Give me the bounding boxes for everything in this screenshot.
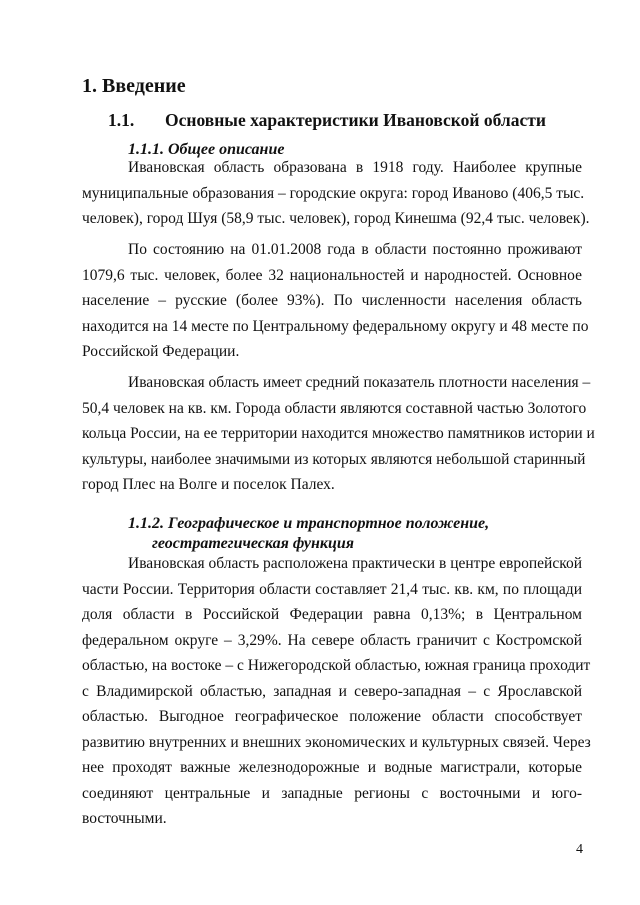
text-line: Ивановская область имеет средний показатель плотности населения –: [128, 374, 591, 391]
text-line: восточными.: [82, 810, 167, 827]
section-number: 1.1.: [108, 110, 135, 130]
text-line: областью, на востоке – с Нижегородской областью, южная граница проходит: [82, 657, 591, 674]
text-line: культуры, наиболее значимыми из которых являются небольшой старинный: [82, 450, 586, 468]
paragraph-founding: [82, 155, 590, 232]
text-line: Ивановская область расположена практически в центре европейской: [128, 555, 582, 572]
text-line: Ивановская область образована в 1918 году. Наиболее крупные: [128, 159, 582, 176]
text-line: с Владимирской областью, западная и северо-западная – с Ярославской: [82, 682, 582, 700]
text-line: части России. Территория области составляет 21,4 тыс. кв. км, по площади: [82, 580, 582, 598]
text-line: население – русские (более 93%). По численности населения область: [82, 292, 582, 309]
text-line: находится на 14 месте по Центральному федеральному округу и 48 месте по: [82, 317, 589, 335]
paragraph-density: [82, 370, 595, 498]
chapter-heading: 1. Введение: [82, 75, 186, 97]
subsection-heading-line: геостратегическая функция: [152, 535, 354, 552]
subsection-heading-general: 1.1.1. Общее описание: [128, 141, 285, 158]
text-line: Российской Федерации.: [82, 343, 240, 360]
text-line: По состоянию на 01.01.2008 года в области постоянно проживают: [128, 241, 582, 258]
text-line: нее проходят важные железнодорожные и водные магистрали, которые: [82, 759, 582, 776]
section-title: Основные характеристики Ивановской области: [165, 110, 546, 130]
text-line: областью. Выгодное географическое положение области способствует: [82, 708, 582, 725]
text-line: город Плес на Волге и поселок Палех.: [82, 476, 335, 493]
text-line: федеральном округе – 3,29%. На севере область граничит с Костромской: [82, 631, 582, 649]
text-line: муниципальные образования – городские округа: город Иваново (406,5 тыс.: [82, 184, 585, 202]
page-number: 4: [576, 842, 583, 857]
section-heading: [108, 110, 588, 131]
text-line: кольца России, на ее территории находится множество памятников истории и: [82, 425, 595, 442]
text-line: соединяют центральные и западные регионы с восточными и юго-: [82, 784, 582, 802]
text-line: развитию внутренних и внешних экономических и культурных связей. Через: [82, 733, 591, 751]
subsection-heading-geography: [128, 514, 489, 554]
text-line: человек), город Шуя (58,9 тыс. человек), город Кинешма (92,4 тыс. человек).: [82, 210, 590, 227]
text-line: 1079,6 тыс. человек, более 32 национальностей и народностей. Основное: [82, 266, 582, 284]
text-line: доля области в Российской Федерации равна 0,13%; в Центральном: [82, 606, 582, 623]
paragraph-population: [82, 237, 589, 365]
paragraph-geography: [82, 551, 591, 832]
text-line: 50,4 человек на кв. км. Города области являются составной частью Золотого: [82, 399, 587, 417]
subsection-heading-line: 1.1.2. Географическое и транспортное положение,: [128, 515, 490, 532]
